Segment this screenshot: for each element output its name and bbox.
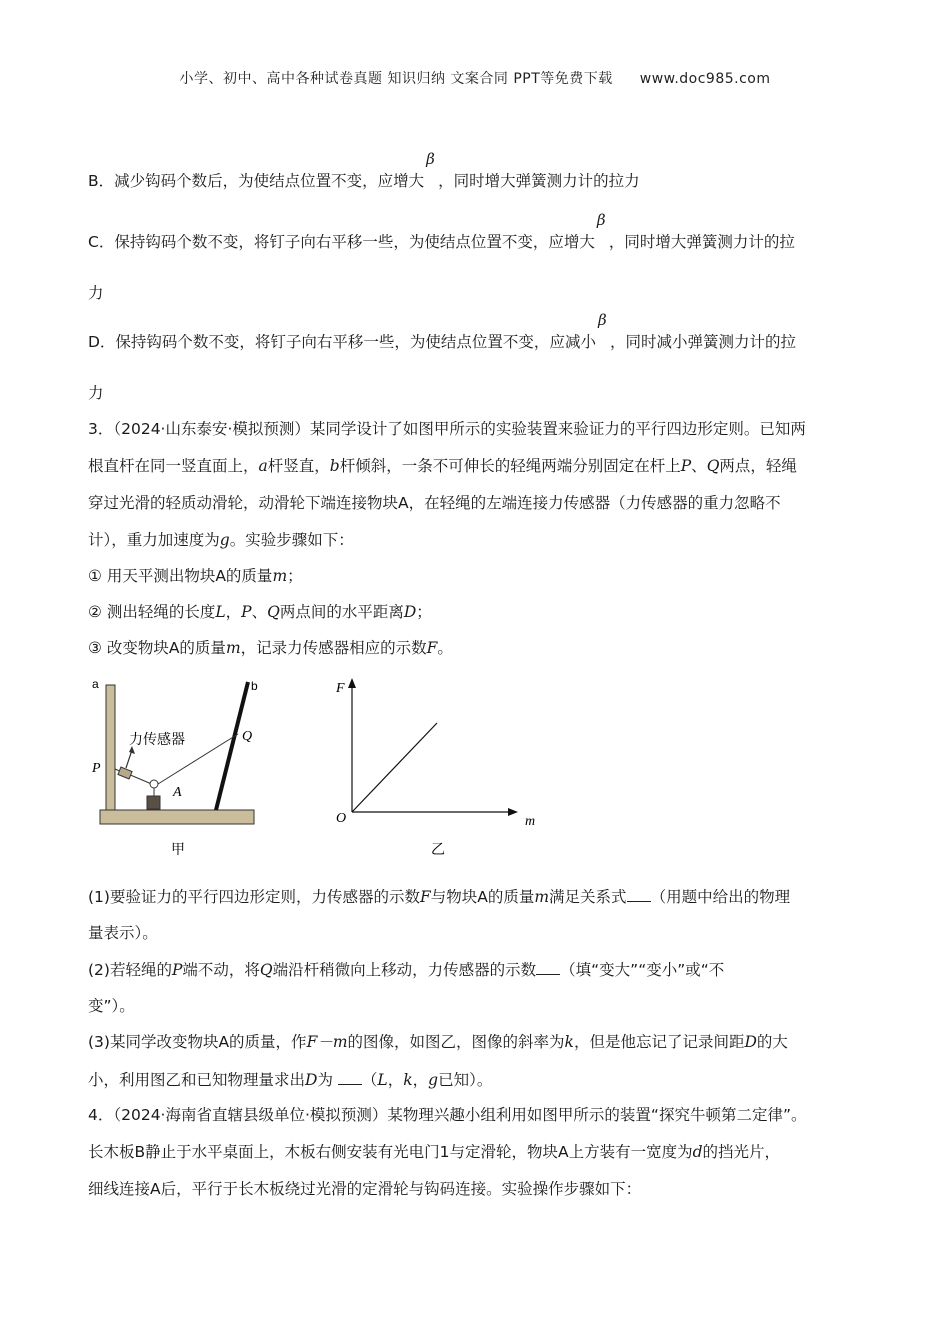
rod-a: [106, 685, 115, 810]
answer-blank-3[interactable]: [338, 1068, 362, 1085]
q3-part-3: (3)某同学改变物块A的质量，作F－m的图像，如图乙，图像的斜率为k，但是他忘记了记录间距D的大: [88, 1033, 788, 1051]
caption-yi: 乙: [431, 842, 445, 858]
option-c: C．保持钩码个数不变，将钉子向右平移一些，为使结点位置不变，应增大 β ，同时增大弹簧测力计的拉: [88, 211, 795, 251]
q3-line-3: 穿过光滑的轻质动滑轮，动滑轮下端连接物块A，在轻绳的左端连接力传感器（力传感器的重力忽略不: [88, 494, 781, 512]
answer-blank-2[interactable]: [536, 958, 560, 975]
q3-part-3-tail: 小，利用图乙和已知物理量求出D为 （L，k，g已知）。: [88, 1068, 492, 1091]
label-f: F: [336, 681, 345, 696]
label-m: m: [525, 814, 536, 829]
option-d-tail: 力: [88, 384, 104, 402]
figure-jia: [91, 677, 258, 858]
q3-step-1: ① 用天平测出物块A的质量m；: [88, 567, 303, 585]
base-board: [100, 810, 254, 824]
label-o: O: [336, 811, 347, 826]
label-p: P: [92, 761, 101, 776]
label-a: a: [92, 677, 99, 691]
figure-jia-yi: [88, 670, 548, 860]
label-q: Q: [242, 729, 253, 744]
q3-line-4: 计），重力加速度为g。实验步骤如下：: [88, 531, 354, 549]
q3-line-2: 根直杆在同一竖直面上，a杆竖直，b杆倾斜，一条不可伸长的轻绳两端分别固定在杆上P、Q两点，轻绳: [88, 457, 797, 475]
page-header: [0, 68, 950, 88]
beta-symbol: β: [597, 311, 607, 329]
rod-b: [216, 682, 248, 810]
label-block-a: A: [173, 785, 182, 800]
q3-part-2-tail: 变”）。: [88, 997, 135, 1015]
option-d: D．保持钩码个数不变，将钉子向右平移一些，为使结点位置不变，应减小 β ，同时减小弹簧测力计的拉: [88, 311, 796, 351]
q3-part-1: (1)要验证力的平行四边形定则，力传感器的示数F与物块A的质量m满足关系式 （用题中给出的物理: [88, 885, 790, 908]
sensor-arrow: [126, 750, 132, 768]
q3-step-3: ③ 改变物块A的质量m，记录力传感器相应的示数F。: [88, 639, 453, 657]
beta-symbol: β: [596, 211, 606, 229]
q4-line-1: 4．（2024·海南省直辖县级单位·模拟预测）某物理兴趣小组利用如图甲所示的装置“探究牛顿第二定律”。: [88, 1106, 807, 1124]
pulley: [150, 780, 158, 788]
caption-jia: 甲: [171, 842, 185, 858]
f-m-line: [352, 723, 437, 812]
block-a: [147, 796, 160, 809]
q4-line-2: 长木板B静止于水平桌面上，木板右侧安装有光电门1与定滑轮，物块A上方装有一宽度为d的挡光片，: [88, 1143, 781, 1161]
answer-blank-1[interactable]: [627, 885, 651, 902]
q3-part-2: (2)若轻绳的P端不动，将Q端沿杆稍微向上移动，力传感器的示数 （填“变大”“变小”或“不: [88, 958, 724, 981]
beta-symbol: β: [426, 150, 435, 168]
header-url[interactable]: www.doc985.com: [639, 71, 771, 87]
option-b: B．减少钩码个数后，为使结点位置不变，应增大 β ，同时增大弹簧测力计的拉力: [88, 150, 640, 190]
header-text: 小学、初中、高中各种试卷真题 知识归纳 文案合同 PPT等免费下载: [179, 71, 613, 87]
axis-f-arrow: [348, 678, 356, 688]
label-b: b: [251, 679, 258, 693]
q3-part-1-tail: 量表示）。: [88, 924, 158, 942]
option-c-tail: 力: [88, 284, 104, 302]
sensor-label: 力传感器: [129, 732, 185, 748]
q3-step-2: ② 测出轻绳的长度L，P、Q两点间的水平距离D；: [88, 603, 432, 621]
axis-m-arrow: [508, 808, 518, 816]
figure-yi: [335, 678, 535, 858]
force-sensor: [118, 767, 132, 779]
q4-line-3: 细线连接A后，平行于长木板绕过光滑的定滑轮与钩码连接。实验操作步骤如下：: [88, 1180, 642, 1198]
q3-line-1: 3．（2024·山东泰安·模拟预测）某同学设计了如图甲所示的实验装置来验证力的平行四边形定则。已知两: [88, 420, 806, 438]
